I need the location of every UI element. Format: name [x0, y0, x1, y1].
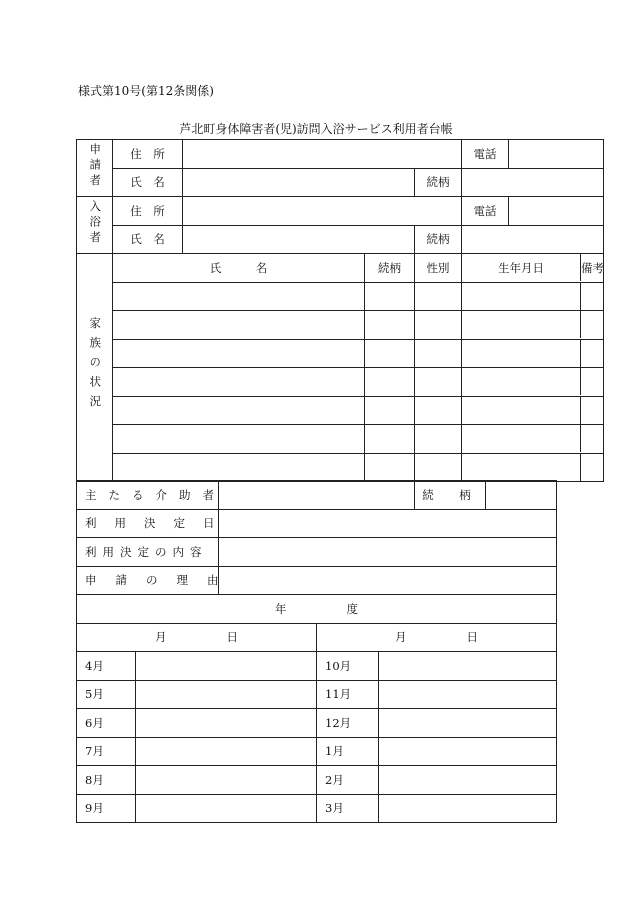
month-day-header-row — [77, 623, 557, 652]
fiscal-year-cell[interactable] — [77, 595, 557, 624]
month-label-left: 7月 — [77, 737, 136, 766]
month-label-left: 4月 — [77, 652, 136, 681]
bather-address-label: 住 所 — [113, 197, 183, 226]
month-field-right[interactable] — [379, 652, 557, 681]
decision-date-field[interactable] — [219, 509, 557, 538]
family-birth-field[interactable] — [462, 397, 581, 424]
year-label: 年 — [275, 601, 287, 616]
family-section-label: 家族の状況 — [77, 254, 113, 482]
bather-section-label: 入浴者 — [77, 197, 113, 254]
bather-relation-field[interactable] — [462, 225, 604, 254]
month-label-left: 9月 — [77, 794, 136, 823]
family-sex-field[interactable] — [415, 453, 462, 482]
family-header-birth: 生年月日 — [462, 254, 581, 281]
family-row — [77, 339, 604, 368]
family-name-field[interactable] — [113, 368, 365, 397]
decision-content-field[interactable] — [219, 538, 557, 567]
family-header-sex: 性別 — [415, 254, 462, 283]
applicant-address-label: 住 所 — [113, 140, 183, 169]
month-label-left: 5月 — [77, 680, 136, 709]
caregiver-relation-label: 続 柄 — [415, 481, 486, 510]
family-header-row — [77, 254, 604, 283]
month-label-right: 12月 — [317, 709, 379, 738]
month-day-header-right: 月 日 — [317, 623, 557, 652]
family-note-field[interactable] — [581, 340, 604, 367]
month-field-right[interactable] — [379, 737, 557, 766]
month-row — [77, 766, 557, 795]
decision-date-row — [77, 509, 557, 538]
family-sex-field[interactable] — [415, 368, 462, 397]
decision-table — [76, 480, 557, 595]
family-row — [77, 396, 604, 425]
month-label-right: 2月 — [317, 766, 379, 795]
family-note-field[interactable] — [581, 311, 604, 338]
applicant-name-field[interactable] — [183, 168, 415, 197]
caregiver-row — [77, 481, 557, 510]
family-row — [77, 425, 604, 454]
family-note-field[interactable] — [581, 454, 604, 481]
family-birth-field[interactable] — [462, 454, 581, 481]
month-row — [77, 794, 557, 823]
family-header-name: 氏 名 — [113, 254, 365, 283]
family-sex-field[interactable] — [415, 396, 462, 425]
month-label-right: 1月 — [317, 737, 379, 766]
month-label-right: 11月 — [317, 680, 379, 709]
form-number: 様式第10号(第12条関係) — [78, 84, 214, 98]
month-field-left[interactable] — [136, 737, 317, 766]
family-header-note: 備考 — [581, 260, 605, 275]
family-relation-field[interactable] — [365, 453, 415, 482]
applicant-address-field[interactable] — [183, 140, 462, 169]
family-birth-field[interactable] — [462, 311, 581, 338]
family-row — [77, 368, 604, 397]
family-relation-field[interactable] — [365, 282, 415, 311]
family-name-field[interactable] — [113, 339, 365, 368]
bather-name-field[interactable] — [183, 225, 415, 254]
caregiver-relation-field[interactable] — [486, 481, 557, 510]
applicant-relation-label: 続柄 — [415, 168, 462, 197]
family-note-field[interactable] — [581, 283, 604, 310]
family-birth-field[interactable] — [462, 368, 581, 395]
monthly-table — [76, 594, 557, 823]
bather-name-row — [77, 225, 604, 254]
family-name-field[interactable] — [113, 282, 365, 311]
family-sex-field[interactable] — [415, 282, 462, 311]
month-field-left[interactable] — [136, 794, 317, 823]
family-relation-field[interactable] — [365, 425, 415, 454]
family-birth-field[interactable] — [462, 283, 581, 310]
family-note-field[interactable] — [581, 425, 604, 452]
family-relation-field[interactable] — [365, 368, 415, 397]
family-birth-field[interactable] — [462, 340, 581, 367]
month-row — [77, 737, 557, 766]
bather-relation-label: 続柄 — [415, 225, 462, 254]
month-field-right[interactable] — [379, 794, 557, 823]
bather-phone-field[interactable] — [509, 197, 604, 226]
month-row — [77, 652, 557, 681]
family-note-field[interactable] — [581, 397, 604, 424]
applicant-phone-field[interactable] — [509, 140, 604, 169]
month-label-left: 8月 — [77, 766, 136, 795]
family-relation-field[interactable] — [365, 311, 415, 340]
family-name-field[interactable] — [113, 396, 365, 425]
month-field-left[interactable] — [136, 766, 317, 795]
reason-label: 申請の理由 — [77, 566, 219, 595]
month-day-header-left: 月 日 — [77, 623, 317, 652]
month-row — [77, 680, 557, 709]
family-header-birth-note — [462, 254, 604, 283]
month-label-right: 3月 — [317, 794, 379, 823]
caregiver-label: 主たる介助者 — [77, 481, 219, 510]
fiscal-year-row — [77, 595, 557, 624]
decision-content-label: 利用決定の内容 — [77, 538, 219, 567]
decision-date-label: 利用決定日 — [77, 509, 219, 538]
month-field-right[interactable] — [379, 766, 557, 795]
bather-phone-label: 電話 — [462, 197, 509, 226]
family-sex-field[interactable] — [415, 339, 462, 368]
family-row — [77, 282, 604, 311]
registry-table — [76, 139, 604, 482]
family-name-field[interactable] — [113, 453, 365, 482]
family-name-field[interactable] — [113, 311, 365, 340]
applicant-section-label: 申請者 — [77, 140, 113, 197]
month-label-right: 10月 — [317, 652, 379, 681]
bather-address-field[interactable] — [183, 197, 462, 226]
applicant-address-row — [77, 140, 604, 169]
bather-address-row — [77, 197, 604, 226]
month-row — [77, 709, 557, 738]
month-label-left: 6月 — [77, 709, 136, 738]
family-name-field[interactable] — [113, 425, 365, 454]
month-field-left[interactable] — [136, 652, 317, 681]
caregiver-field[interactable] — [219, 481, 415, 510]
family-row — [77, 311, 604, 340]
month-field-left[interactable] — [136, 709, 317, 738]
family-sex-field[interactable] — [415, 311, 462, 340]
form-title: 芦北町身体障害者(児)訪問入浴サービス利用者台帳 — [179, 122, 453, 136]
family-relation-field[interactable] — [365, 396, 415, 425]
applicant-phone-label: 電話 — [462, 140, 509, 169]
applicant-name-label: 氏 名 — [113, 168, 183, 197]
reason-field[interactable] — [219, 566, 557, 595]
family-birth-field[interactable] — [462, 425, 581, 452]
family-note-field[interactable] — [581, 368, 604, 395]
fiscal-label: 度 — [346, 601, 358, 616]
bather-name-label: 氏 名 — [113, 225, 183, 254]
applicant-name-row — [77, 168, 604, 197]
family-row — [77, 453, 604, 482]
family-relation-field[interactable] — [365, 339, 415, 368]
reason-row — [77, 566, 557, 595]
family-header-relation: 続柄 — [365, 254, 415, 283]
month-field-right[interactable] — [379, 709, 557, 738]
family-sex-field[interactable] — [415, 425, 462, 454]
month-field-left[interactable] — [136, 680, 317, 709]
month-field-right[interactable] — [379, 680, 557, 709]
decision-content-row — [77, 538, 557, 567]
applicant-relation-field[interactable] — [462, 168, 604, 197]
